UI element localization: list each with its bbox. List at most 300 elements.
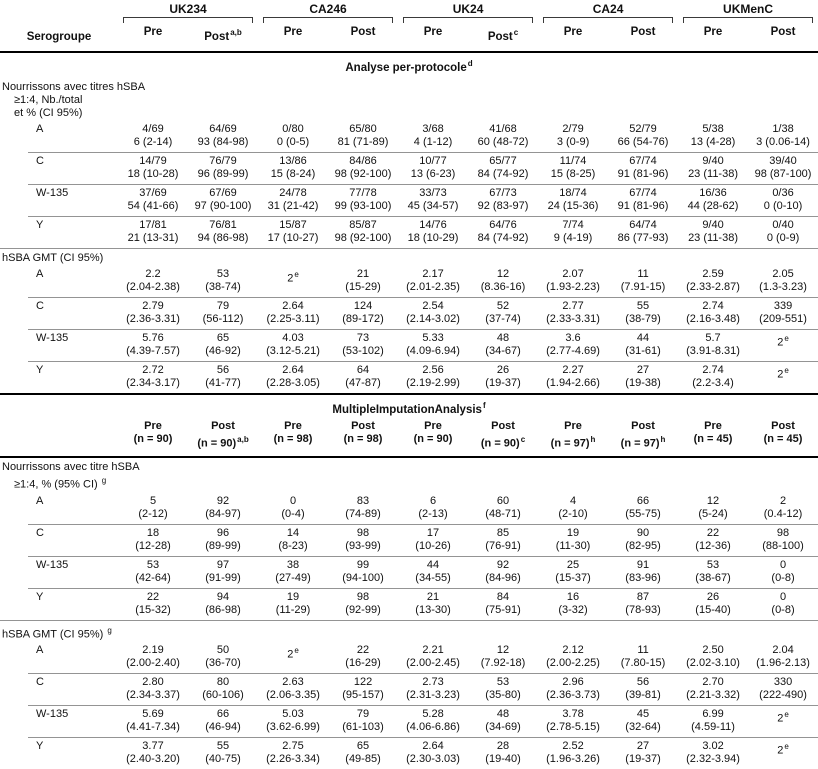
value-line: 77/78 <box>349 186 377 199</box>
value-cell <box>678 738 748 769</box>
value-cell <box>678 642 748 673</box>
col-header-n-value: (n = 98) <box>343 433 383 446</box>
value-cell <box>188 153 258 184</box>
col-header-n <box>328 419 398 457</box>
ci-line: (7.92-18) <box>480 657 526 670</box>
ci-line: (88-100) <box>762 539 804 552</box>
value-cell <box>328 674 398 705</box>
col-header-n-value: (n = 90) <box>413 433 453 446</box>
table-row <box>0 557 818 588</box>
value-line: 2.2 <box>145 267 161 280</box>
ci-line: (4.39-7.57) <box>126 344 180 357</box>
value-line: 55 <box>216 740 230 753</box>
ci-line: (15-37) <box>555 571 591 584</box>
value-cell <box>538 493 608 524</box>
value-line: 91 <box>636 558 650 571</box>
col-header-label: Pre <box>564 420 582 433</box>
value-line: 2e <box>777 365 789 381</box>
block-label-line: ≥1:4, Nb./total <box>14 93 83 106</box>
value-line: 2.21 <box>422 644 444 657</box>
value-line: 3.02 <box>702 740 724 753</box>
value-line: 25 <box>566 558 580 571</box>
ci-line: 23 (11-38) <box>688 167 738 180</box>
value-line: 2.52 <box>562 740 584 753</box>
value-line: 53 <box>706 558 720 571</box>
value-cell <box>118 525 188 556</box>
value-line: 122 <box>353 676 373 689</box>
ci-line: 18 (10-28) <box>127 167 179 180</box>
value-line: 53 <box>216 267 230 280</box>
value-line: 67/73 <box>489 186 517 199</box>
ci-line: (2.21-3.32) <box>686 689 740 702</box>
col-header-pre: Pre <box>118 23 188 52</box>
ci-line: (4.06-6.86) <box>406 721 460 734</box>
value-cell <box>678 298 748 329</box>
value-line: 48 <box>496 708 510 721</box>
ci-line: 92 (83-97) <box>477 199 529 212</box>
superscript-note: e <box>784 365 789 375</box>
value-line: 65 <box>356 740 370 753</box>
value-cell <box>118 217 188 249</box>
value-line: 14 <box>286 526 300 539</box>
serogroup-label: W-135 <box>36 331 69 344</box>
value-cell <box>328 298 398 329</box>
serogroup-label: C <box>36 676 44 689</box>
block-label <box>0 620 818 642</box>
value-cell <box>608 738 678 769</box>
value-line: 2e <box>287 269 299 285</box>
value-line: 2.12 <box>562 644 584 657</box>
block-label <box>0 248 818 266</box>
value-cell <box>678 185 748 216</box>
value-cell <box>538 330 608 361</box>
ci-line: (16-29) <box>345 657 381 670</box>
col-header-n <box>748 419 818 457</box>
col-header-pre: Pre <box>678 23 748 52</box>
col-header-post: Post$^{a,b}$ <box>188 23 258 52</box>
value-line: 2.19 <box>142 644 164 657</box>
value-line: 96 <box>216 526 230 539</box>
section-title-row <box>0 394 818 420</box>
value-cell <box>118 589 188 621</box>
value-line: 3.77 <box>142 740 164 753</box>
value-line: 85/87 <box>349 218 377 231</box>
value-line: 64 <box>356 363 370 376</box>
value-line: 65/77 <box>489 154 517 167</box>
value-cell <box>678 706 748 737</box>
col-header-label: Post <box>631 420 655 433</box>
value-cell <box>258 185 328 216</box>
value-line: 80 <box>216 676 230 689</box>
value-line: 44 <box>636 331 650 344</box>
serogroup-label: W-135 <box>36 708 69 721</box>
ci-line: (19-38) <box>625 376 661 389</box>
value-cell <box>468 642 538 673</box>
ci-line: (15-29) <box>345 280 381 293</box>
value-cell <box>398 266 468 297</box>
value-cell <box>468 153 538 184</box>
ci-line: (1.96-3.26) <box>546 753 600 766</box>
ci-line: (2.28-3.05) <box>266 376 320 389</box>
ci-line: 66 (54-76) <box>617 135 669 148</box>
value-cell <box>188 298 258 329</box>
value-cell <box>538 706 608 737</box>
block-label-line: ≥1:4, % (95% CI) $^g$ <box>14 476 107 491</box>
value-cell <box>608 493 678 524</box>
serogroup-label: A <box>36 494 44 507</box>
value-line: 83 <box>356 494 370 507</box>
value-line: 27 <box>636 363 650 376</box>
value-cell <box>678 153 748 184</box>
ci-line: (38-67) <box>695 571 731 584</box>
block-label-line: Nourrissons avec titre hSBA <box>2 461 140 474</box>
serogroup-label: Y <box>36 740 44 753</box>
value-line: 52 <box>496 299 510 312</box>
n-header-row <box>0 419 818 457</box>
value-line: 60 <box>496 494 510 507</box>
value-line: 2/79 <box>562 122 584 135</box>
ci-line: (55-75) <box>625 507 661 520</box>
ci-line: 98 (87-100) <box>754 167 812 180</box>
value-line: 26 <box>706 590 720 603</box>
value-line: 79 <box>356 708 370 721</box>
value-cell <box>328 738 398 769</box>
value-line: 67/74 <box>629 154 657 167</box>
ci-line: 23 (11-38) <box>688 231 738 244</box>
block-label-row <box>0 457 818 493</box>
value-cell <box>678 217 748 249</box>
value-cell <box>258 266 328 297</box>
ci-line: 0 (0-10) <box>763 199 803 212</box>
ci-line: (15-32) <box>135 603 171 616</box>
ci-line: (1.96-2.13) <box>756 657 810 670</box>
group-name: CA246 <box>309 2 347 16</box>
group-name: UK234 <box>169 2 207 16</box>
ci-line: 31 (21-42) <box>267 199 319 212</box>
value-cell <box>538 557 608 588</box>
value-cell <box>468 493 538 524</box>
col-header-n <box>538 419 608 457</box>
table-row <box>0 493 818 524</box>
value-cell <box>538 121 608 152</box>
ci-line: (10-26) <box>415 539 451 552</box>
ci-line: (2.36-3.31) <box>126 312 180 325</box>
value-cell <box>608 589 678 621</box>
value-line: 44 <box>426 558 440 571</box>
ci-line: (35-80) <box>485 689 521 702</box>
ci-line: (0-8) <box>771 571 795 584</box>
value-cell <box>188 266 258 297</box>
value-line: 21 <box>426 590 440 603</box>
value-cell <box>538 362 608 394</box>
value-cell <box>678 362 748 394</box>
ci-line: (60-106) <box>202 689 244 702</box>
value-line: 13/86 <box>279 154 307 167</box>
value-cell <box>258 674 328 705</box>
value-cell <box>188 362 258 394</box>
value-cell <box>398 642 468 673</box>
value-cell <box>328 525 398 556</box>
ci-line: (4.09-6.94) <box>406 344 460 357</box>
col-header-n-value: (n = 45) <box>763 433 803 446</box>
value-line: 16 <box>566 590 580 603</box>
value-line: 90 <box>636 526 650 539</box>
serogroup-label: A <box>36 122 44 135</box>
ci-line: (39-81) <box>625 689 661 702</box>
superscript-note: e <box>784 710 789 720</box>
ci-line: 18 (10-29) <box>407 231 459 244</box>
superscript-note: c <box>520 435 526 445</box>
ci-line: (37-74) <box>485 312 521 325</box>
value-cell <box>188 330 258 361</box>
value-line: 11 <box>637 644 649 657</box>
ci-line: (92-99) <box>345 603 381 616</box>
value-cell <box>748 330 818 361</box>
ci-line: (2.19-2.99) <box>406 376 460 389</box>
block-label-line: hSBA GMT (CI 95%) <box>2 251 104 264</box>
value-line: 2.79 <box>142 299 164 312</box>
ci-line: (75-91) <box>485 603 521 616</box>
value-line: 2.77 <box>562 299 584 312</box>
ci-line: (2.32-3.94) <box>686 753 740 766</box>
ci-line: (15-40) <box>695 603 731 616</box>
value-cell <box>328 557 398 588</box>
value-line: 2.59 <box>702 267 724 280</box>
ci-line: (34-69) <box>485 721 521 734</box>
group-name: CA24 <box>592 2 624 16</box>
value-line: 2e <box>777 710 789 726</box>
ci-line: (2.30-3.03) <box>406 753 460 766</box>
value-line: 6.99 <box>702 708 724 721</box>
col-header-n <box>188 419 258 457</box>
value-cell <box>748 557 818 588</box>
ci-line: (2.02-3.10) <box>686 657 740 670</box>
ci-line: 17 (10-27) <box>267 231 319 244</box>
ci-line: (41-77) <box>205 376 241 389</box>
value-cell <box>328 330 398 361</box>
group-header-row <box>0 0 818 23</box>
value-cell <box>118 362 188 394</box>
value-line: 94 <box>216 590 230 603</box>
ci-line: (1.3-3.23) <box>759 280 807 293</box>
value-line: 21 <box>356 267 370 280</box>
value-cell <box>118 153 188 184</box>
value-line: 84/86 <box>349 154 377 167</box>
value-line: 0 <box>779 558 787 571</box>
ci-line: (7.80-15) <box>620 657 666 670</box>
col-header-post: Post <box>328 23 398 52</box>
value-line: 2.64 <box>282 299 304 312</box>
value-cell <box>538 525 608 556</box>
ci-line: (84-96) <box>485 571 521 584</box>
value-cell <box>188 493 258 524</box>
ci-line: (0.4-12) <box>763 507 803 520</box>
col-header-pre: Pre <box>258 23 328 52</box>
group-header-ca246 <box>258 0 398 23</box>
superscript-note: e <box>784 742 789 752</box>
ci-line: 24 (15-36) <box>547 199 599 212</box>
value-line: 2e <box>287 646 299 662</box>
value-line: 2.04 <box>772 644 794 657</box>
value-line: 7/74 <box>562 218 584 231</box>
col-header-label: Post <box>211 420 235 433</box>
ci-line: 13 (6-23) <box>410 167 456 180</box>
ci-line: (2.31-3.23) <box>406 689 460 702</box>
value-cell <box>398 362 468 394</box>
value-line: 2.74 <box>702 299 724 312</box>
ci-line: (31-61) <box>625 344 661 357</box>
value-cell <box>748 674 818 705</box>
ci-line: (82-95) <box>625 539 661 552</box>
value-cell <box>538 642 608 673</box>
ci-line: 94 (86-98) <box>197 231 249 244</box>
value-cell <box>678 121 748 152</box>
ci-line: (2.33-3.31) <box>546 312 600 325</box>
ci-line: (56-112) <box>202 312 244 325</box>
value-line: 2.64 <box>422 740 444 753</box>
col-header-label: Post <box>351 420 375 433</box>
ci-line: (2.16-3.48) <box>686 312 740 325</box>
ci-line: (61-103) <box>342 721 384 734</box>
table-row <box>0 706 818 737</box>
value-cell <box>608 362 678 394</box>
value-cell <box>608 557 678 588</box>
value-cell <box>608 266 678 297</box>
value-cell <box>118 330 188 361</box>
value-line: 17 <box>426 526 440 539</box>
value-cell <box>188 121 258 152</box>
value-cell <box>538 674 608 705</box>
ci-line: (2.77-4.69) <box>546 344 600 357</box>
value-cell <box>748 266 818 297</box>
value-line: 1/38 <box>772 122 794 135</box>
value-line: 10/77 <box>419 154 447 167</box>
ci-line: (2.2-3.4) <box>692 376 734 389</box>
superscript-note: d <box>467 58 473 68</box>
value-cell <box>608 706 678 737</box>
ci-line: (2.34-3.17) <box>126 376 180 389</box>
ci-line: (3.91-8.31) <box>686 344 740 357</box>
col-header-n-value: (n = 45) <box>693 433 733 446</box>
serogroup-label: Y <box>36 218 44 231</box>
value-line: 2e <box>777 333 789 349</box>
col-header-n <box>468 419 538 457</box>
value-cell <box>608 217 678 249</box>
ci-line: 81 (71-89) <box>337 135 389 148</box>
value-line: 79 <box>216 299 230 312</box>
superscript-note: f <box>482 400 486 410</box>
value-cell <box>398 738 468 769</box>
value-cell <box>328 362 398 394</box>
value-line: 99 <box>356 558 370 571</box>
value-line: 2.05 <box>772 267 794 280</box>
col-header-label: Pre <box>144 420 162 433</box>
value-cell <box>398 217 468 249</box>
col-header-label: Pre <box>424 420 442 433</box>
value-line: 0/80 <box>282 122 304 135</box>
ci-line: (2.01-2.35) <box>406 280 460 293</box>
value-cell <box>468 738 538 769</box>
value-line: 41/68 <box>489 122 517 135</box>
value-cell <box>398 330 468 361</box>
value-line: 38 <box>286 558 300 571</box>
ci-line: (2.36-3.73) <box>546 689 600 702</box>
value-line: 11 <box>637 267 649 280</box>
value-cell <box>538 153 608 184</box>
ci-line: (19-40) <box>485 753 521 766</box>
value-line: 53 <box>496 676 510 689</box>
value-cell <box>538 738 608 769</box>
value-cell <box>678 589 748 621</box>
table-row <box>0 738 818 769</box>
value-cell <box>188 557 258 588</box>
value-cell <box>188 217 258 249</box>
value-line: 76/79 <box>209 154 237 167</box>
value-line: 56 <box>216 363 230 376</box>
value-line: 0 <box>289 494 297 507</box>
value-cell <box>608 153 678 184</box>
value-cell <box>328 493 398 524</box>
value-line: 2.50 <box>702 644 724 657</box>
ci-line: (46-92) <box>205 344 241 357</box>
value-cell <box>468 217 538 249</box>
col-header-n <box>258 419 328 457</box>
value-cell <box>468 121 538 152</box>
value-line: 19 <box>286 590 300 603</box>
value-line: 2.56 <box>422 363 444 376</box>
superscript-note: h <box>590 435 596 445</box>
block-label <box>0 457 818 493</box>
value-line: 124 <box>353 299 373 312</box>
serogroup-label: Y <box>36 590 44 603</box>
ci-line: (27-49) <box>275 571 311 584</box>
value-line: 66 <box>636 494 650 507</box>
value-cell <box>258 330 328 361</box>
value-cell <box>468 557 538 588</box>
value-cell <box>258 738 328 769</box>
superscript-note: e <box>784 333 789 343</box>
value-cell <box>748 738 818 769</box>
ci-line: 4 (1-12) <box>413 135 453 148</box>
value-cell <box>468 330 538 361</box>
col-header-label: Pre <box>704 420 722 433</box>
value-cell <box>258 362 328 394</box>
ci-line: (12-36) <box>695 539 731 552</box>
ci-line: (86-98) <box>205 603 241 616</box>
block-label-row <box>0 78 818 121</box>
value-line: 64/69 <box>209 122 237 135</box>
value-line: 73 <box>356 331 370 344</box>
value-cell <box>328 153 398 184</box>
ci-line: (46-94) <box>205 721 241 734</box>
value-cell <box>538 185 608 216</box>
value-cell <box>748 185 818 216</box>
value-cell <box>748 362 818 394</box>
table-row <box>0 589 818 621</box>
block-label-line: Nourrissons avec titres hSBA <box>2 80 146 93</box>
value-line: 5.69 <box>142 708 164 721</box>
ci-line: (1.94-2.66) <box>546 376 600 389</box>
value-cell <box>468 589 538 621</box>
serogroup-label: A <box>36 644 44 657</box>
ci-line: 97 (90-100) <box>194 199 252 212</box>
ci-line: 93 (84-98) <box>197 135 249 148</box>
ci-line: (84-97) <box>205 507 241 520</box>
value-line: 0 <box>779 590 787 603</box>
value-cell <box>538 589 608 621</box>
ci-line: (2.25-3.11) <box>266 312 320 325</box>
ci-line: 91 (81-96) <box>617 167 669 180</box>
